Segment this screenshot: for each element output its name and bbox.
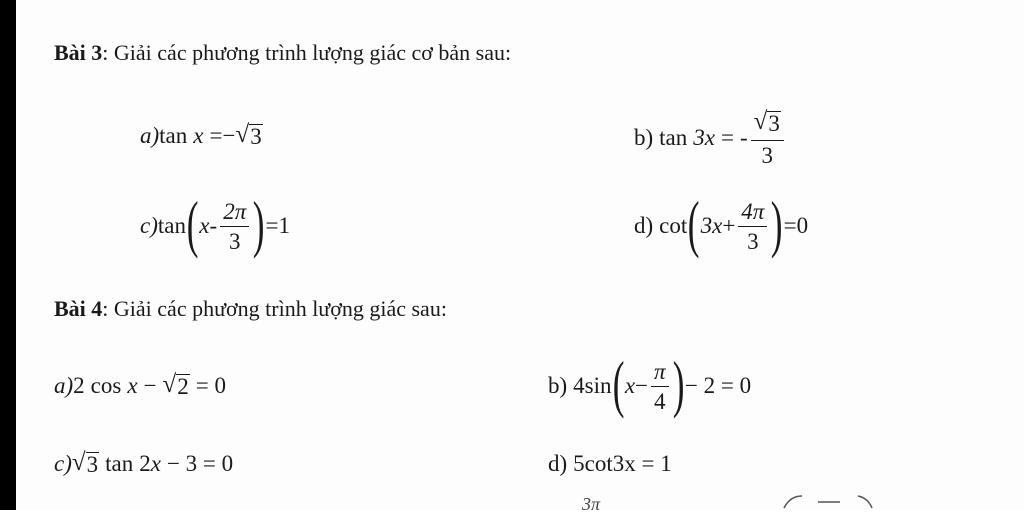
bai4-item-d xyxy=(548,444,672,484)
function-name: tan xyxy=(157,213,186,238)
function-name: tan xyxy=(659,125,688,150)
function-name: tan xyxy=(159,123,188,148)
sqrt-expression: √ 3 xyxy=(235,121,262,150)
plus-sign: + xyxy=(722,213,736,238)
bai4-heading xyxy=(54,296,447,322)
bai3-item-b xyxy=(634,100,787,176)
fraction: $\frac{2\pi}{3}$ xyxy=(220,200,249,253)
item-label: d) xyxy=(634,213,654,238)
coefficient: 4 xyxy=(573,373,585,398)
right-paren: ) xyxy=(253,188,265,259)
bai3-heading xyxy=(54,40,511,66)
variable: x xyxy=(127,373,138,398)
minus-sign: - xyxy=(739,125,748,150)
minus-sign: - xyxy=(209,213,218,238)
equation-tail: − 3 = 0 xyxy=(166,451,234,476)
document-page xyxy=(16,0,1024,514)
left-paren: ( xyxy=(186,188,199,259)
bai3-item-c xyxy=(140,186,290,266)
coefficient: 2 xyxy=(73,373,85,398)
item-label: c) xyxy=(140,213,158,238)
item-label: d) xyxy=(548,451,568,476)
cut-off-paren-fragment xyxy=(780,494,880,510)
variable: x xyxy=(199,213,210,238)
left-paren: ( xyxy=(688,188,700,259)
variable: x xyxy=(150,451,161,476)
equation-expression: 5cot3x = 1 xyxy=(573,451,672,476)
bai4-item-b xyxy=(548,346,751,426)
right-paren: ) xyxy=(771,188,783,259)
left-black-border xyxy=(0,0,16,510)
fraction: √ 3 3 xyxy=(751,109,784,166)
fraction: $\frac{4\pi}{3}$ xyxy=(738,200,767,253)
equation-tail: − 2 = 0 xyxy=(684,373,752,398)
bai3-title: : Giải các phương trình lượng giác cơ bản sau: xyxy=(102,40,512,65)
variable: x xyxy=(624,373,636,398)
bai3-item-a xyxy=(140,116,263,156)
item-label: c) xyxy=(54,451,72,476)
right-hand-side: = 0 xyxy=(195,373,227,398)
bai4-title: : Giải các phương trình lượng giác sau: xyxy=(102,296,447,321)
bai4-item-a xyxy=(54,366,226,406)
right-paren: ) xyxy=(672,348,685,419)
variable: x xyxy=(193,123,204,148)
right-hand-side: =0 xyxy=(783,213,809,238)
right-hand-side: =1 xyxy=(265,213,291,238)
bai4-label: Bài 4 xyxy=(54,296,103,321)
minus-sign: − xyxy=(143,373,157,398)
function-name: sin xyxy=(584,373,612,398)
left-paren: ( xyxy=(612,348,625,419)
argument: 3x xyxy=(693,125,715,150)
function-name: cot xyxy=(659,213,688,238)
item-label: a) xyxy=(140,123,160,148)
minus-sign: − xyxy=(222,123,236,148)
equals-sign: = xyxy=(721,125,734,150)
minus-sign: − xyxy=(635,373,649,398)
item-label: b) xyxy=(548,373,568,398)
bai3-item-d xyxy=(634,186,808,266)
item-label: a) xyxy=(54,373,74,398)
bai3-label: Bài 3 xyxy=(54,40,103,65)
argument: 3x xyxy=(700,213,723,238)
argument-coef: 2 xyxy=(139,451,151,476)
equals-sign: = xyxy=(209,123,223,148)
sqrt-expression: √ 3 xyxy=(71,449,99,478)
function-name: cos xyxy=(90,373,122,398)
function-name: tan xyxy=(105,451,134,476)
item-label: b) xyxy=(634,125,654,150)
fraction: $\frac{\pi}{4}$ xyxy=(651,360,669,413)
bai4-item-c xyxy=(54,444,233,484)
sqrt-expression: √ 2 xyxy=(162,371,189,400)
cut-off-fragment: 3π xyxy=(582,494,601,514)
